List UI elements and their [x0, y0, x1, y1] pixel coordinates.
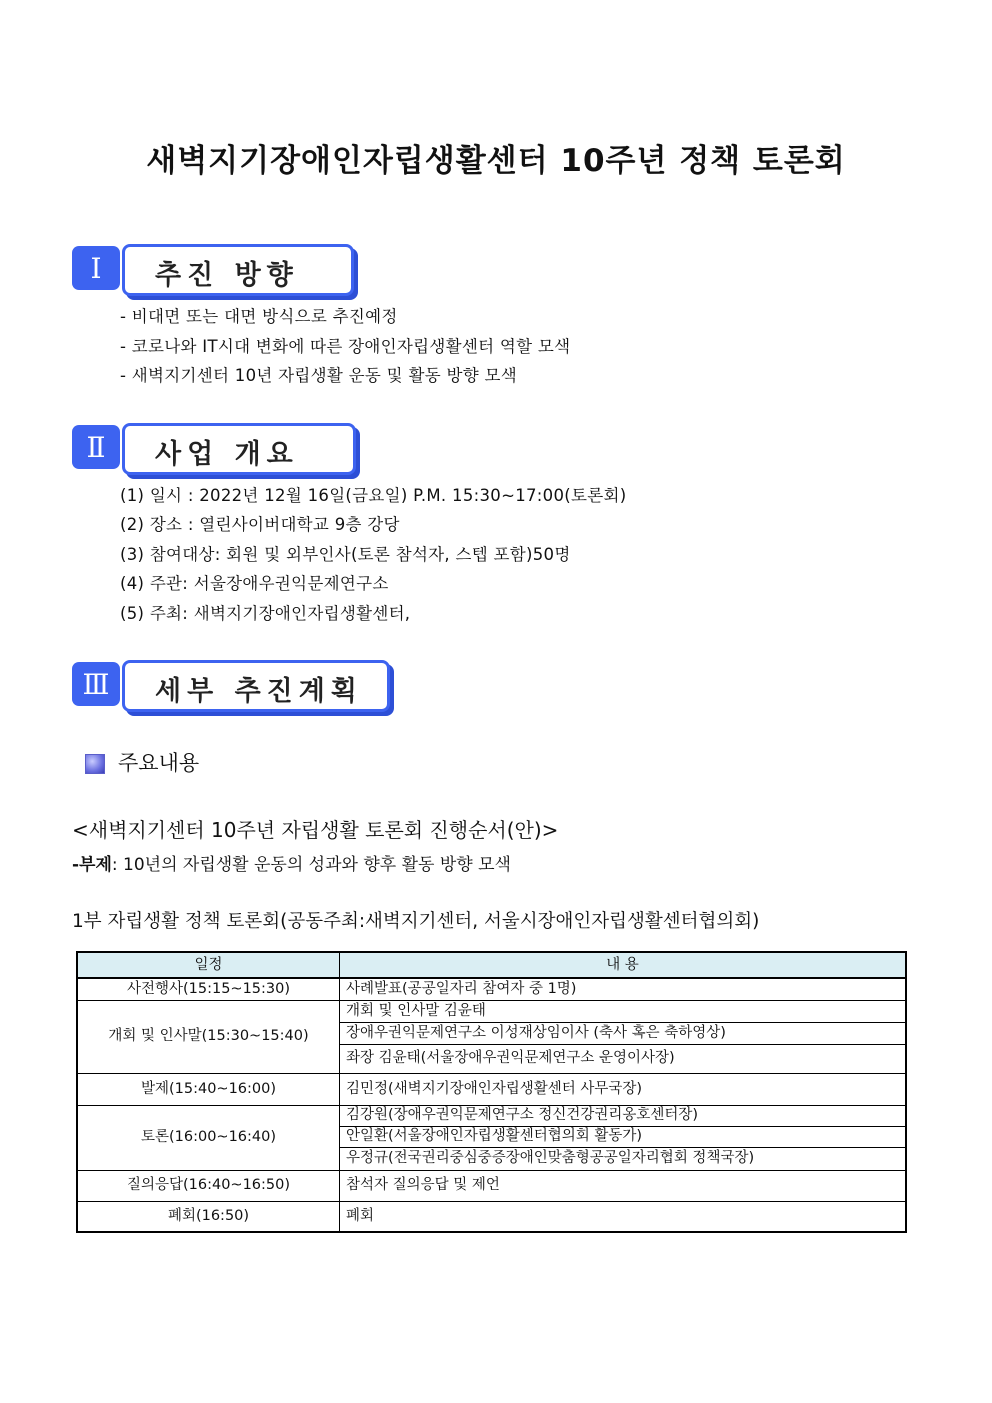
table-row: [77, 1073, 906, 1105]
row-item: 장애우권익문제연구소 이성재상임이사 (축사 혹은 축하영상): [340, 1022, 907, 1044]
section-2-line: (3) 참여대상: 회원 및 외부인사(토론 참석자, 스텝 포함)50명: [120, 545, 571, 564]
table-header-row: [77, 952, 906, 978]
section-2-line: (1) 일시 : 2022년 12월 16일(금요일) P.M. 15:30~17:00(토론회): [120, 486, 627, 505]
table-row: [77, 1105, 906, 1126]
main-content-label: 주요내용: [118, 751, 200, 775]
section-1-number: Ⅰ: [72, 246, 120, 290]
program-title: <새벽지기센터 10주년 자립생활 토론회 진행순서(안)>: [72, 818, 559, 842]
section-1-line: - 비대면 또는 대면 방식으로 추진예정: [120, 307, 398, 326]
row-time: 발제(15:40~16:00): [77, 1073, 340, 1105]
row-item: 참석자 질의응답 및 제언: [340, 1170, 907, 1201]
section-2-title: 사업 개요: [155, 439, 299, 470]
section-3-heading: [72, 660, 402, 710]
section-2-line: (4) 주관: 서울장애우권익문제연구소: [120, 574, 389, 593]
table-row: [77, 978, 906, 1000]
section-2-heading: [72, 423, 362, 473]
row-item: 개회 및 인사말 김윤태: [340, 1000, 907, 1022]
header-content: 내 용: [340, 952, 907, 978]
subtitle-label: -부제: [72, 855, 112, 875]
row-item: 좌장 김윤태(서울장애우권익문제연구소 운영이사장): [340, 1044, 907, 1073]
section-3-number: Ⅲ: [72, 662, 120, 706]
row-item: 안일환(서울장애인자립생활센터협의회 활동가): [340, 1126, 907, 1147]
schedule-table: [76, 951, 907, 1233]
row-item: 김강원(장애우권익문제연구소 정신건강권리옹호센터장): [340, 1105, 907, 1126]
section-2-number: Ⅱ: [72, 425, 120, 469]
row-time: 개회 및 인사말(15:30~15:40): [77, 1000, 340, 1073]
row-time: 질의응답(16:40~16:50): [77, 1170, 340, 1201]
section-2-line: (2) 장소 : 열린사이버대학교 9층 강당: [120, 515, 400, 534]
header-schedule: 일정: [77, 952, 340, 978]
table-row: [77, 1000, 906, 1022]
row-time: 토론(16:00~16:40): [77, 1105, 340, 1170]
section-1-line: - 새벽지기센터 10년 자립생활 운동 및 활동 방향 모색: [120, 366, 517, 385]
section-3-title: 세부 추진계획: [155, 676, 363, 707]
row-item: 김민정(새벽지기장애인자립생활센터 사무국장): [340, 1073, 907, 1105]
subtitle: [72, 850, 511, 875]
section-2-line: (5) 주최: 새벽지기장애인자립생활센터,: [120, 604, 411, 623]
row-item: 우정규(전국권리중심중증장애인맞춤형공공일자리협회 정책국장): [340, 1147, 907, 1170]
section-1-heading: [72, 244, 362, 294]
part1-title: 1부 자립생활 정책 토론회(공동주최:새벽지기센터, 서울시장애인자립생활센터협의회): [72, 911, 760, 932]
subtitle-text: : 10년의 자립생활 운동의 성과와 향후 활동 방향 모색: [111, 855, 511, 875]
table-row: [77, 1201, 906, 1232]
row-time: 사전행사(15:15~15:30): [77, 978, 340, 1000]
bullet-square-icon: [85, 754, 105, 774]
row-item: 폐회: [340, 1201, 907, 1232]
row-item: 사례발표(공공일자리 참여자 중 1명): [340, 978, 907, 1000]
section-1-title: 추진 방향: [155, 260, 299, 291]
row-time: 폐회(16:50): [77, 1201, 340, 1232]
table-row: [77, 1170, 906, 1201]
section-1-line: - 코로나와 IT시대 변화에 따른 장애인자립생활센터 역할 모색: [120, 337, 571, 356]
document-title: 새벽지기장애인자립생활센터 10주년 정책 토론회: [146, 143, 846, 179]
